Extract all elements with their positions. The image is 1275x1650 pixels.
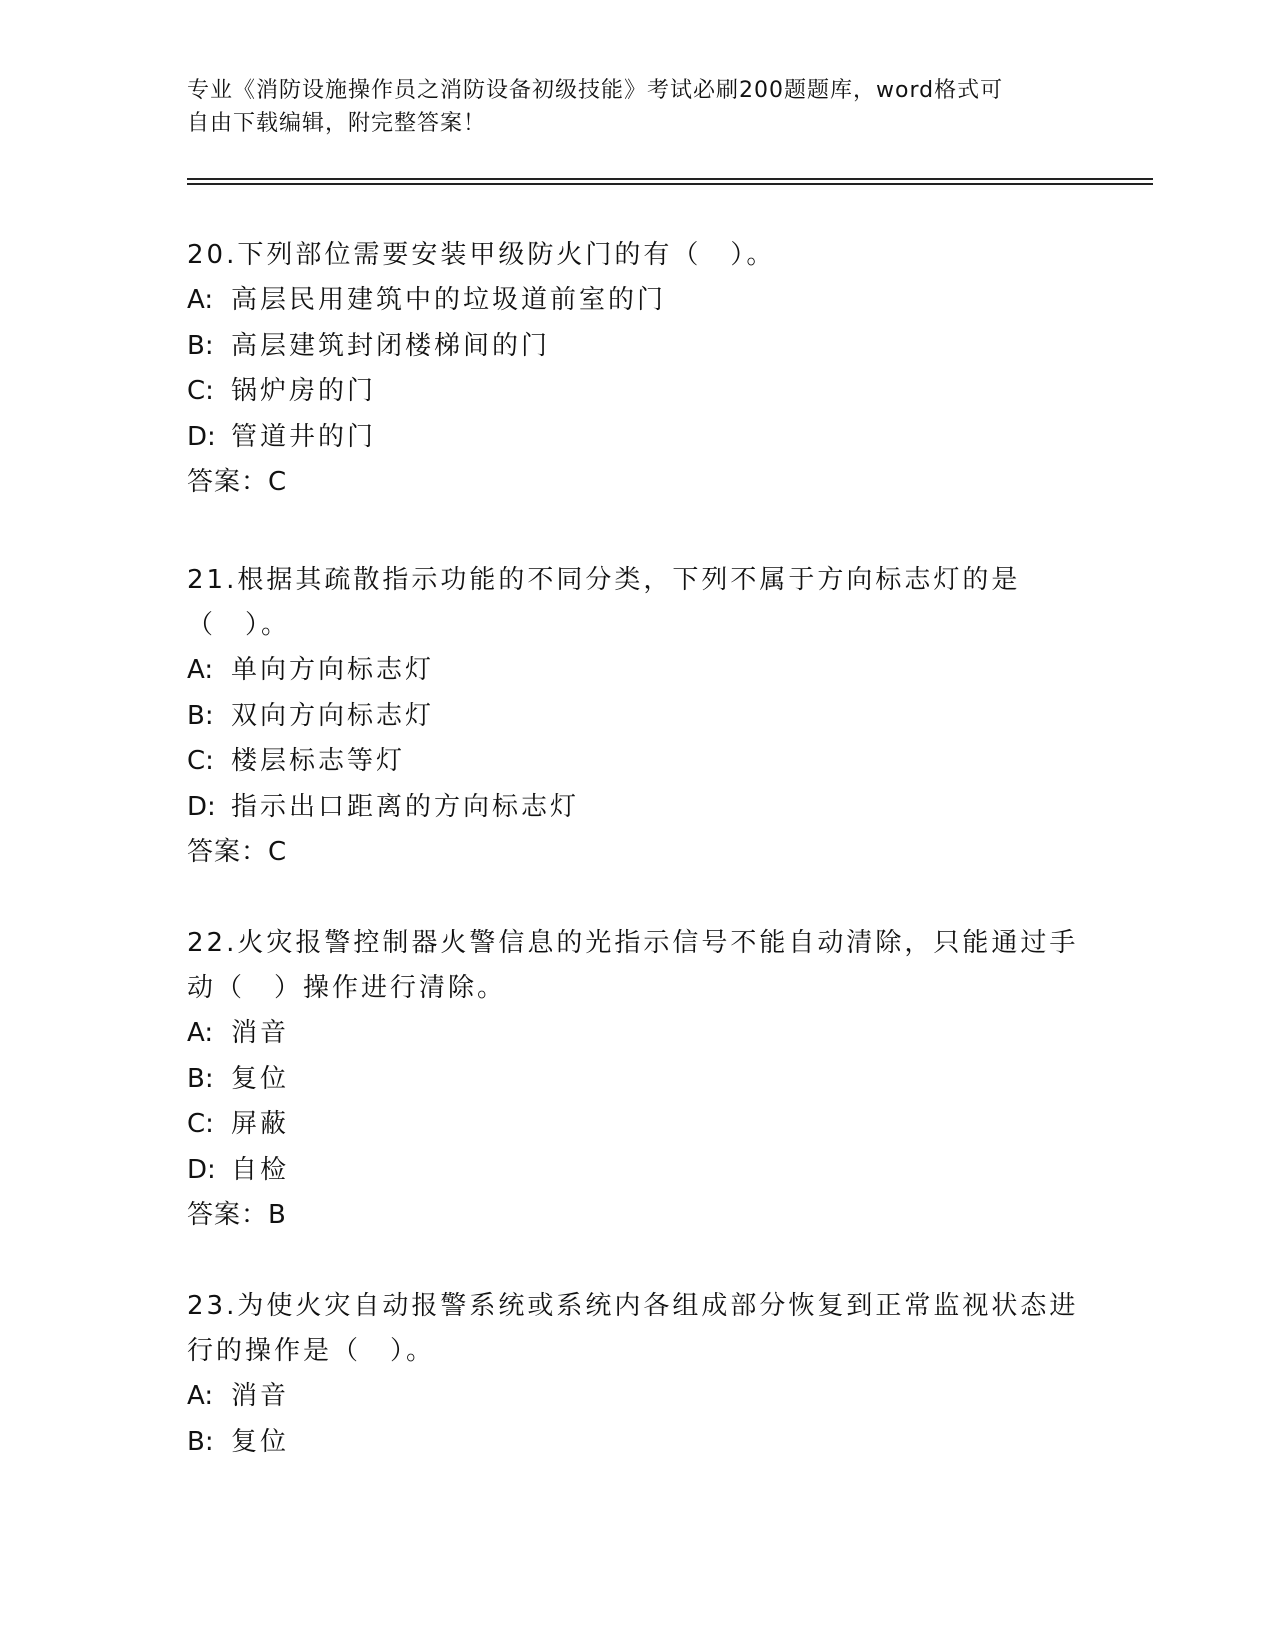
- option-letter: A:: [187, 285, 214, 315]
- option-d: [187, 415, 1087, 461]
- answer-line: 答案：B: [187, 1200, 287, 1230]
- option-text: 复位: [231, 1063, 290, 1094]
- option-letter: B:: [187, 700, 214, 731]
- option-text: 单向方向标志灯: [231, 655, 435, 685]
- option-b: [187, 324, 1087, 370]
- question-stem: 20.下列部位需要安装甲级防火门的有（ ）。: [187, 240, 776, 270]
- option-letter: A:: [187, 1018, 214, 1048]
- option-letter: B:: [187, 1426, 214, 1457]
- option-letter: C:: [187, 1109, 214, 1139]
- question-stem: 22.火灾报警控制器火警信息的光指示信号不能自动清除，只能通过手动（ ）操作进行清除。: [187, 928, 1079, 1003]
- option-letter: D:: [187, 1154, 216, 1185]
- header-divider-top: [187, 178, 1153, 180]
- option-text: 消音: [231, 1018, 290, 1048]
- option-text: 高层建筑封闭楼梯间的门: [231, 330, 551, 361]
- option-text: 管道井的门: [231, 421, 377, 452]
- option-letter: C:: [187, 376, 214, 406]
- option-text: 指示出口距离的方向标志灯: [231, 791, 580, 822]
- option-text: 自检: [231, 1154, 290, 1185]
- option-d: [187, 785, 1087, 831]
- option-a: [187, 1011, 1087, 1057]
- option-text: 屏蔽: [231, 1109, 290, 1139]
- question-20: [187, 233, 1087, 505]
- option-text: 复位: [231, 1426, 290, 1457]
- option-letter: B:: [187, 1063, 214, 1094]
- question-stem: 23.为使火灾自动报警系统或系统内各组成部分恢复到正常监视状态进行的操作是（ ）。: [187, 1291, 1079, 1366]
- option-b: [187, 1420, 1087, 1466]
- option-b: [187, 1057, 1087, 1103]
- option-a: [187, 648, 1087, 694]
- option-d: [187, 1148, 1087, 1194]
- answer-line: 答案：C: [187, 467, 288, 497]
- option-text: 双向方向标志灯: [231, 700, 435, 731]
- option-letter: A:: [187, 1381, 214, 1411]
- answer-line: 答案：C: [187, 837, 288, 867]
- option-letter: D:: [187, 791, 216, 822]
- header-divider-bottom: [187, 183, 1153, 185]
- option-a: [187, 1374, 1087, 1420]
- question-22: [187, 921, 1087, 1238]
- option-text: 消音: [231, 1381, 290, 1411]
- document-header: 专业《消防设施操作员之消防设备初级技能》考试必刷200题题库，word格式可 自由下载编辑，附完整答案！: [187, 78, 1004, 136]
- option-text: 楼层标志等灯: [231, 746, 406, 776]
- question-23: [187, 1284, 1087, 1465]
- option-letter: D:: [187, 421, 216, 452]
- option-text: 锅炉房的门: [231, 376, 377, 406]
- question-21: [187, 558, 1087, 875]
- option-a: [187, 278, 1087, 324]
- option-text: 高层民用建筑中的垃圾道前室的门: [231, 285, 667, 315]
- option-c: [187, 369, 1087, 415]
- option-c: [187, 1102, 1087, 1148]
- option-letter: A:: [187, 655, 214, 685]
- option-letter: B:: [187, 330, 214, 361]
- option-letter: C:: [187, 746, 214, 776]
- option-b: [187, 694, 1087, 740]
- option-c: [187, 739, 1087, 785]
- question-stem: 21.根据其疏散指示功能的不同分类，下列不属于方向标志灯的是（ ）。: [187, 565, 1021, 640]
